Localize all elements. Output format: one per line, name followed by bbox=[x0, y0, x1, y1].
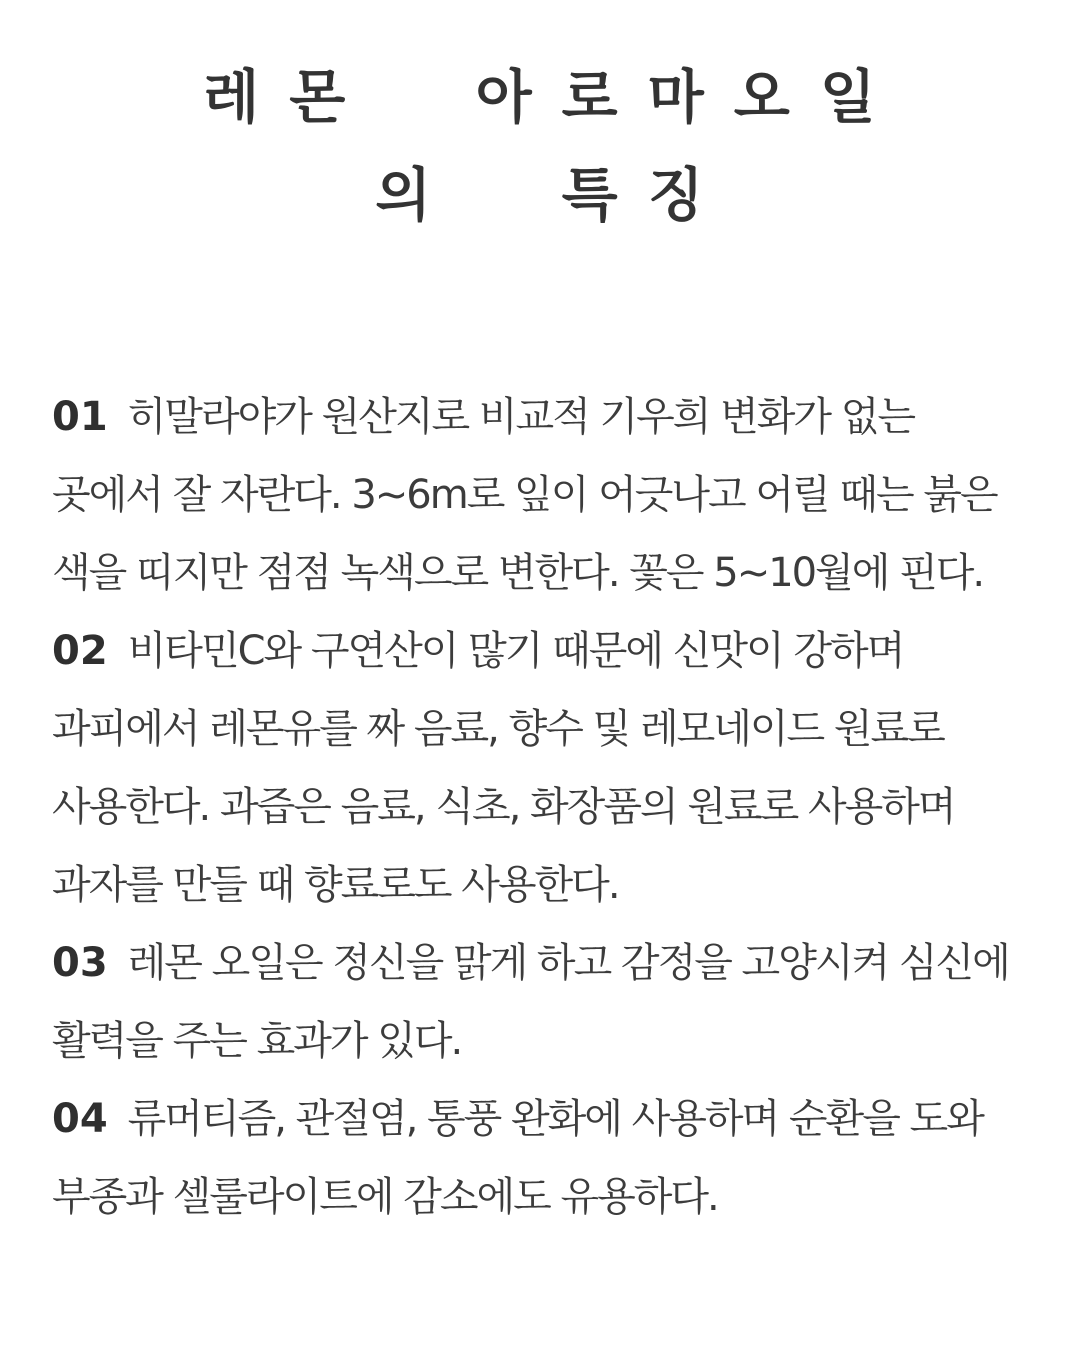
feature-text: 류머티즘, 관절염, 통풍 완화에 사용하며 순환을 도와 부종과 셀룰라이트에 감소에도 유용하다. bbox=[52, 1096, 983, 1220]
title-line-1: 레몬 아로마오일 bbox=[203, 63, 906, 131]
feature-number: 02 bbox=[52, 628, 108, 674]
feature-number: 01 bbox=[52, 394, 108, 440]
feature-text: 히말라야가 원산지로 비교적 기우희 변화가 없는 곳에서 잘 자란다. 3~6m로 잎이 어긋나고 어릴 때는 붉은 색을 띠지만 점점 녹색으로 변한다. 꽃은 5~10월에 핀다. bbox=[52, 394, 997, 596]
feature-text: 비타민C와 구연산이 많기 때문에 신맛이 강하며 과피에서 레몬유를 짜 음료, 향수 및 레모네이드 원료로 사용한다. 과즙은 음료, 식초, 화장품의 원료로 사용하며 과자를 만들 때 향료로도 사용한다. bbox=[52, 628, 955, 908]
feature-item-2 bbox=[52, 612, 1032, 924]
feature-item-4 bbox=[52, 1080, 1032, 1236]
feature-number: 03 bbox=[52, 940, 108, 986]
feature-number: 04 bbox=[52, 1096, 108, 1142]
page-title bbox=[0, 48, 1079, 244]
feature-text: 레몬 오일은 정신을 맑게 하고 감정을 고양시켜 심신에 활력을 주는 효과가 있다. bbox=[52, 940, 1009, 1064]
feature-list bbox=[52, 378, 1032, 1236]
feature-item-1 bbox=[52, 378, 1032, 612]
title-line-2: 의 특징 bbox=[375, 161, 734, 229]
feature-item-3 bbox=[52, 924, 1032, 1080]
